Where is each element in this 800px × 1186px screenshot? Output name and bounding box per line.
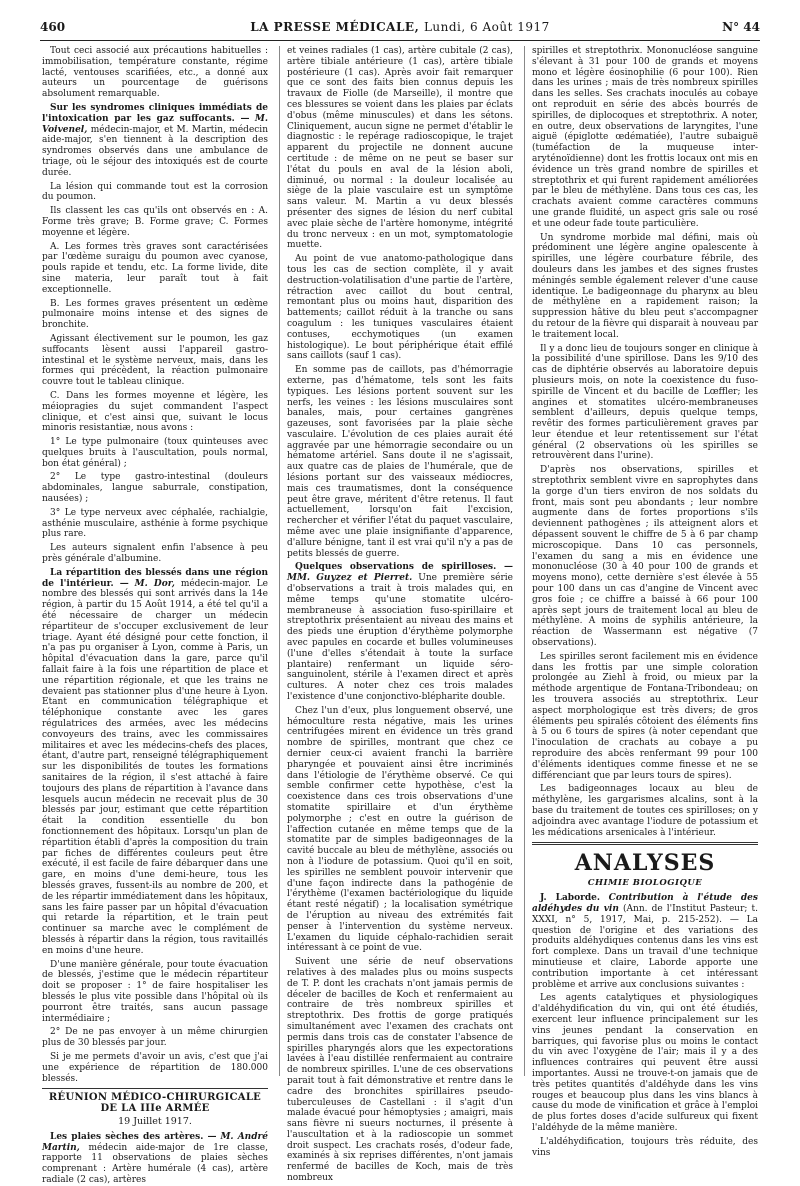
list-item: 1° Le type pulmonaire (toux quinteuses avec quelques bruits à l'auscultation, pouls normal, bon état général) ; xyxy=(42,437,268,469)
paragraph: Il y a donc lieu de toujours songer en clinique à la possibilité d'une spirillose. Dans les 9/10 des cas de diphtérie observés au laboratoire depuis plusieurs mois, on note la coexistence du fuso-spirille de Vincent et du bacille de Lœffler; les angines et stomatites ulcéro-membraneuses semblent d'ailleurs, depuis quelque temps, revêtir des formes particulièrement graves par leur étendue et leur retentissement sur l'état général (2 observations où les spirilles se retrouvèrent dans l'urine). xyxy=(532,343,758,462)
section-date: 19 Juillet 1917. xyxy=(118,1115,192,1127)
paragraph: Si je me permets d'avoir un avis, c'est que j'ai une expérience de répartition de 180.000 blessés. xyxy=(42,1051,268,1084)
paragraph: Les auteurs signalent enfin l'absence à peu près générale d'albumine. xyxy=(42,543,268,565)
analysis-title: Contribution à l'étude des aldéhydes du vin xyxy=(532,893,758,914)
section-heading: RÉUNION MÉDICO-CHIRURGICALE DE LA IIIe ARMÉE xyxy=(48,1092,262,1115)
intro-paragraph: Tout ceci associé aux précautions habituelles : immobilisation, température constante, régime lacté, ventouses scarifiées, etc., a donné aux auteurs un pourcentage de guérisons absolument remarquable. xyxy=(42,46,268,100)
header-rule xyxy=(40,40,760,41)
paragraph: spirilles et streptothrix. Mononucléose sanguine s'élevant à 31 pour 100 de grands et moyens mono et légère éosinophilie (6 pour 100). Rien dans les urines ; mais de très nombreux spirilles dans les selles. Ses crachats inoculés au cobaye ont reproduit en série des abcès bourrés de spirilles, de diplocoques et streptothrix. A noter, en outre, deux observations de laryngites, l'une aiguë (épiglotte œdématiée), l'autre subaiguë (tuméfaction de la muqueuse inter-aryténoïdienne) dont les frottis locaux ont mis en évidence un très grand nombre de spirilles et streptothrix et qui furent rapidement améliorées par le bleu de méthylène. Dans tous ces cas, les crachats avaient comme caractères communs une grande fluidité, un aspect gris sale ou rosé et une odeur fade toute particulière. xyxy=(532,46,758,229)
paragraph: En somme pas de caillots, pas d'hémorragie externe, pas d'hématome, tels sont les faits typiques. Les lésions portent souvent sur les nerfs, les veines : les lésions musculaires sont banales, mais, pour certaines gangrènes gazeuses, sont favorisées par la plaie sèche vasculaire. L'évolution de ces plaies aurait été aggravée par une hémorragie secondaire ou un hématome artériel. Sans doute il ne s'agissait, aux quatre cas de plaies de l'humérale, que de lésions portant sur des vaisseaux médiocres, mais ces traumatismes, dont la conséquence peut être grave, méritent d'être retenus. Il faut actuellement, lorsqu'on fait l'excision, rechercher et vérifier l'état du paquet vasculaire, même avec une plaie insignifiante d'apparence, d'allure bénigne, tant il est vrai qu'il n'y a pas de petits blessés de guerre. xyxy=(287,365,513,559)
column-divider xyxy=(279,46,280,1076)
paragraph: B. Les formes graves présentent un œdème pulmonaire moins intense et des signes de bronchite. xyxy=(42,298,268,331)
column-1 xyxy=(42,46,268,1185)
paragraph: Ils classent les cas qu'ils ont observés en : A. Forme très grave; B. Forme grave; C. Formes moyenne et légère. xyxy=(42,206,268,238)
article-text: médecin-major, et M. Martin, médecin aide-major, s'en tiennent à la description des syndromes observés dans une ambulance de triage, où le séjour des intoxiqués est de courte durée. xyxy=(42,124,268,178)
paragraph: D'après nos observations, spirilles et streptothrix semblent vivre en saprophytes dans la gorge d'un tiers environ de nos soldats du front, mais sont peu abondants ; leur nombre augmente dans de fortes proportions s'ils deviennent pathogènes ; ils atteignent alors et dépassent souvent le chiffre de 5 à 6 par champ microscopique. Dans 10 cas personnels, l'examen du sang a mis en évidence une mononucléose (30 à 40 pour 100 de grands et moyens mono), cette dernière s'est élevée à 55 pour 100 dans un cas d'angine de Vincent avec gros foie ; ce chiffre a baissé à 66 pour 100 après sept jours de traitement local au bleu de méthylène. A moins de syphilis antérieure, la réaction de Wassermann est négative (7 observations). xyxy=(532,465,758,649)
paragraph: Un syndrome morbide mal défini, mais où prédominent une légère angine opalescente à spirilles, une légère courbature fébrile, des douleurs dans les jambes et des signes frustes méningés semble également relever d'une cause identique. Le badigeonnage du pharynx au bleu de méthylène en a rapidement raison; la suppression hâtive du bleu peut s'accompagner du retour de la fièvre qui disparait à nouveau par le traitement local. xyxy=(532,232,758,340)
journal-name: LA PRESSE MÉDICALE, xyxy=(250,20,420,34)
paragraph: A. Les formes très graves sont caractérisées par l'œdème suraigu du poumon avec cyanose, pouls rapide et tendu, etc. La forme livide, dite sine materia, leur paraît tout à fait exceptionnelle. xyxy=(42,241,268,295)
analysis-text: (Ann. de l'Institut Pasteur; t. XXXI, n° 5, 1917, Mai, p. 215-252). — La question de l'origine et des variations des produits aldéhydiques contenus dans les vins est fort complexe. Dans un travail d'une technique minutieuse et claire, Laborde apporte une contribution importante à cet intéressant problème et arrive aux conclusions suivantes : xyxy=(532,903,758,990)
analysis-entry xyxy=(532,893,758,990)
paragraph: et veines radiales (1 cas), artère cubitale (2 cas), artère tibiale antérieure (1 cas), artère tibiale postérieure (1 cas). Après avoir fait remarquer que ce sont des faits bien connus depuis les travaux de Fiolle (de Marseille), il montre que ces blessures se voient dans les plaies par éclats d'obus (même minuscules) et dans les sétons. Cliniquement, aucun signe ne permet d'établir le diagnostic : le repérage radioscopique, le trajet apparent du projectile ne donnent aucune certitude : de même on ne peut se baser sur l'état du pouls en aval de la lésion aboli, diminué, ou normal : la douleur localisée au siège de la plaie vasculaire est un symptôme sans valeur. M. Martin a vu deux blessés présenter des signes de lésion du nerf cubital avec plaie sèche de l'artère homonyme, intégrité du tronc nerveux : en un mot, symptomatologie muette. xyxy=(287,46,513,251)
article-text: médecin-major. Le nombre des blessés qui sont arrivés dans la 14e région, à partir du 15 Août 1914, a été tel qu'il a été nécessaire de charger un médecin répartiteur de s'occuper exclusivement de leur triage. Ayant été désigné pour cette fonction, il n'a pas pu organiser à Lyon, comme à Paris, un hôpital d'évacuation dans la gare, parce qu'il fallait faire à la fois une répartition de place et une répartition régionale, et que les trains ne devaient pas stationner plus d'une heure à Lyon. Etant en communication télégraphique et téléphonique constante avec les gares régulatrices des armées, avec les médecins convoyeurs des trains, avec les commissaires militaires et avec les médecins-chefs des places, étant, d'autre part, renseigné télégraphiquement sur les disponibilités de toutes les formations sanitaires de la région, il s'est attaché à faire toujours des plans de répartition à l'avance dans lesquels aucun médecin ne recevait plus de 30 blessés par jour, estimant que cette répartition était la condition essentielle du bon fonctionnement des hôpitaux. Lorsqu'un plan de répartition établi d'après la composition du train par fiches de différentes couleurs peut être exécuté, il est facile de faire débarquer dans une gare, en moins d'une demi-heure, tous les blessés graves, fussent-ils au nombre de 200, et de les répartir immédiatement dans les hôpitaux, sans les faire passer par un hôpital d'évacuation qui retarde la répartition, et le train peut continuer sa marche avec le complément de blessés à répartir dans la région, tous ravitaillés en moins d'une heure. xyxy=(42,578,268,956)
page-number: 460 xyxy=(40,20,66,34)
column-divider xyxy=(524,46,525,1076)
list-item: 3° Le type nerveux avec céphalée, rachialgie, asthénie musculaire, asthénie à forme psychique plus rare. xyxy=(42,507,268,540)
paragraph: Agissant électivement sur le poumon, les gaz suffocants lèsent aussi l'appareil gastro-intestinal et le système nerveux, mais, dans les formes qui précèdent, la réaction pulmonaire couvre tout le tableau clinique. xyxy=(42,333,268,388)
analysis-author: J. Laborde. xyxy=(540,893,600,904)
article-spirilloses xyxy=(287,562,513,702)
issue-number: N° 44 xyxy=(722,20,760,34)
analyses-subheading: CHIMIE BIOLOGIQUE xyxy=(587,878,703,889)
section-rule xyxy=(42,1088,268,1089)
article-gas xyxy=(42,103,268,179)
list-item: 2° Le type gastro-intestinal (douleurs abdominales, langue saburrale, constipation, nausées) ; xyxy=(42,472,268,505)
article-title: Quelques observations de spirilloses. — xyxy=(295,562,513,573)
issue-date: Lundi, 6 Août 1917 xyxy=(423,20,550,34)
paragraph: L'aldéhydification, toujours très réduite, des vins xyxy=(532,1136,758,1158)
paragraph: Chez l'un d'eux, plus longuement observé, une hémoculture resta négative, mais les urines centrifugées mirent en évidence un très grand nombre de spirilles, montrant que chez ce dernier ceux-ci avaient franchi la barrière pharyngée et pouvaient ainsi être incriminés dans l'étiologie de l'érythème observé. Ce qui semble confirmer cette hypothèse, c'est la coexistence dans ces trois observations d'une stomatite spirillaire et d'un érythème polymorphe ; c'est en outre la guérison de l'affection cutanée en même temps que de la stomatite par de simples badigeonnages de la cavité buccale au bleu de méthylène, associés ou non à l'iodure de potassium. Quoi qu'il en soit, les spirilles ne semblent pouvoir intervenir que d'une façon indirecte dans la pathogénie de l'érythème (l'examen bactériologique du liquide étant resté négatif) ; la localisation symétrique de l'éruption au niveau des extrémités fait penser à l'intervention du système nerveux. L'examen du liquide céphalo-rachidien serait intéressant à ce point de vue. xyxy=(287,705,513,954)
article-text: Une première série d'observations a trait à trois malades qui, en même temps qu'une stomatite ulcéro-membraneuse à association fuso-spirillaire et streptothrix présentaient au niveau des mains et des pieds une éruption d'érythème polymorphe avec papules en cocarde et bulles volumineuses (l'une d'elles s'étendait à toute la surface plantaire) renfermant un liquide séro-sanguinolent, stérile à l'examen direct et après cultures. A noter chez ces trois malades l'existence d'une conjonctivo-blépharite double. xyxy=(287,573,513,703)
page-header xyxy=(40,20,760,38)
article-author: MM. Guyzez et Pierret. xyxy=(287,573,413,584)
journal-title xyxy=(40,20,760,34)
column-2 xyxy=(287,46,513,1184)
paragraph: C. Dans les formes moyenne et légère, les méiopragies du sujet commandent l'aspect clinique, et c'est ainsi que, suivant le locus minoris resistantiæ, nous avons : xyxy=(42,390,268,434)
paragraph: Les spirilles seront facilement mis en évidence dans les frottis par une simple coloration prolongée au Ziehl à froid, ou mieux par la méthode argentique de Fontana-Tribondeau; on les trouvera associés au streptothrix. Leur aspect morphologique est très divers; de gros éléments peu spiralés côtoient des éléments fins à 5 ou 6 tours de spires (à noter cependant que l'inoculation de crachats au cobaye a pu reproduire des abcès renfermant 99 pour 100 d'éléments identiques comme finesse et ne se différenciant que par leurs tours de spires). xyxy=(532,651,758,781)
article-author: M. Dor, xyxy=(134,578,175,589)
article-text: médecin aide-major de 1re classe, rapporte 11 observations de plaies sèches comprenant : Artère humérale (4 cas), artère radiale (2 cas), artères xyxy=(42,1142,268,1185)
article-repartition xyxy=(42,568,268,957)
article-plaies xyxy=(42,1132,268,1186)
paragraph: Au point de vue anatomo-pathologique dans tous les cas de section complète, il y avait destruction-volatilisation d'une partie de l'artère, rétraction avec caillot du bout central, remontant plus ou moins haut, disparition des battements; caillot réduit à la tranche ou sans coagulum : les tuniques vasculaires étaient contuses, ecchymotiques (un examen histologique). Le bout périphérique était effilé sans caillots (sauf 1 cas). xyxy=(287,254,513,362)
article-author: M. Voivenel, xyxy=(42,113,268,135)
paragraph: La lésion qui commande tout est la corrosion du poumon. xyxy=(42,181,268,203)
analyses-heading: ANALYSES xyxy=(574,850,716,877)
paragraph: 2° De ne pas envoyer à un même chirurgien plus de 30 blessés par jour. xyxy=(42,1027,268,1049)
paragraph: Les agents catalytiques et physiologiques d'aldéhydification du vin, qui ont été étudiés, exercent leur influence principalement sur les vins jeunes pendant la conservation en barriques, qui favorise plus ou moins le contact du vin avec l'oxygène de l'air; mais il y a des influences contraires qui peuvent être aussi importantes. Aussi ne trouve-t-on jamais que de très petites quantités d'aldéhyde dans les vins rouges et beaucoup plus dans les vins blancs à cause du mode de vinification et grâce à l'emploi de plus fortes doses d'acide sulfureux qui fixent l'aldéhyde de la même manière. xyxy=(532,993,758,1133)
paragraph: D'une manière générale, pour toute évacuation de blessés, j'estime que le médecin répartiteur doit se proposer : 1° de faire hospitaliser les blessés le plus vite possible dans l'hôpital où ils pourront être traités, sans aucun passage intermédiaire ; xyxy=(42,959,268,1024)
paragraph: Les badigeonnages locaux au bleu de méthylène, les gargarismes alcalins, sont à la base du traitement de toutes ces spirilloses; on y adjoindra avec avantage l'iodure de potassium et les médications arsenicales à l'intérieur. xyxy=(532,784,758,838)
analyses-rule xyxy=(532,842,758,845)
article-title: Sur les syndromes cliniques immédiats de l'intoxication par les gaz suffocants. — xyxy=(42,102,268,124)
article-title: Les plaies sèches des artères. — xyxy=(50,1131,217,1142)
paragraph: Suivent une série de neuf observations relatives à des malades plus ou moins suspects de T. P. dont les crachats n'ont jamais permis de déceler de bacilles de Koch et renfermaient au contraire de très nombreux spirilles et streptothrix. Des frottis de gorge pratiqués simultanément avec l'examen des crachats ont permis dans trois cas de constater l'absence de spirilles pharyngés alors que les expectorations lavées à l'eau distillée renfermaient au contraire de nombreux spirilles. L'une de ces observations parait tout à fait démonstrative et rentre dans le cadre des bronchites spirillaires pseudo-tuberculeuses de Castellani : il s'agit d'un malade évacué pour hémoptysies ; amaigri, mais sans fièvre ni sueurs nocturnes, il présente à l'auscultation et à la radioscopie un sommet droit suspect. Les crachats rosés, d'odeur fade, examinés à six reprises différentes, n'ont jamais renfermé de bacilles de Koch, mais de très nombreux xyxy=(287,957,513,1184)
article-author: M. André Martin, xyxy=(42,1131,268,1153)
column-3 xyxy=(532,46,758,1158)
article-title: La répartition des blessés dans une région de l'intérieur. — xyxy=(42,567,268,589)
